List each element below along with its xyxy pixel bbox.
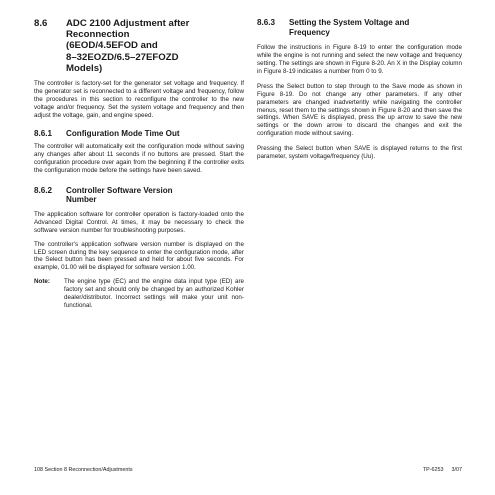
section-8-6-3-heading [257,18,462,37]
section-number: 8.6.1 [34,128,53,138]
section-title: Setting the System Voltage and Frequency [289,18,410,37]
section-8-6-2-heading [34,186,244,205]
section-8-6-3-body-2: Press the Select button to step through to the Save mode as shown in Figure 8-19. Do not change any other parameters. If any other parameters are changed inadvertently while navigating the controller menus, reset them to the settings shown in Figure 8-20 and then save the settings. When SAVE is displayed, press the up arrow to save the new settings or the down arrow to discard the changes and exit the configuration mode without saving. [257,82,462,138]
section-8-6-3-body-1: Follow the instructions in Figure 8-19 to enter the configuration mode while the engine is not running and select the new voltage and frequency setting. The settings are shown in Figure 8-20. An X in the Display column in Figure 8-19 indicates a number from 0 to 9. [257,44,462,75]
note-label: Note: [34,278,50,286]
section-title: Configuration Mode Time Out [66,128,180,138]
section-number: 8.6.3 [257,18,276,27]
section-8-6-1-body: The controller will automatically exit the configuration mode without saving any changes after about 11 seconds if no buttons are pressed. Start the configuration procedure over again from the beginning if the controller exits the configuration mode before the settings have been saved. [34,143,244,174]
note-text: The engine type (EC) and the engine data input type (ED) are factory set and should only be changed by an authorized Kohler dealer/distributor. Incorrect settings will make your unit non-functional. [64,278,244,310]
footer-date: 3/07 [451,467,462,473]
right-column [257,18,462,161]
section-8-6-1-heading [34,129,244,139]
section-8-6-2-body-1: The application software for controller operation is factory-loaded onto the Advanced Digital Control. At times, it may be necessary to check the software version number for troubleshooting purposes. [34,210,244,234]
section-number: 8.6.2 [34,185,53,195]
footer-page-section: 108 Section 8 Reconnection/Adjustments [34,467,133,473]
section-title: ADC 2100 Adjustment after Reconnection (6EOD/4.5EFOD and 8–32EOZD/6.5–27EFOZD Models) [66,18,190,74]
left-column [34,18,244,310]
section-number: 8.6 [34,18,48,29]
footer-doc-info [415,467,462,473]
section-8-6-2-body-2: The controller’s application software version number is displayed on the LED screen during the key sequence to enter the configuration mode, after the Select button has been pressed and held for about five seconds. For example, 01.00 will be displayed for software version 1.00. [34,240,244,272]
section-8-6-intro: The controller is factory-set for the generator set voltage and frequency. If the generator set is reconnected to a different voltage and frequency, follow the procedures in this section to reconfigure the controller to the new voltage and/or frequency. Set the system voltage and frequency and then adjust the voltage, gain, and engine speed. [34,80,244,119]
section-8-6-3-body-3: Pressing the Select button when SAVE is displayed returns to the first parameter, system voltage/frequency (Uu). [257,145,462,161]
note-block [34,278,244,310]
page-footer [34,467,462,473]
section-8-6-heading [34,18,244,74]
section-title: Controller Software Version Number [66,185,173,205]
footer-doc-number: TP-6253 [422,467,444,473]
